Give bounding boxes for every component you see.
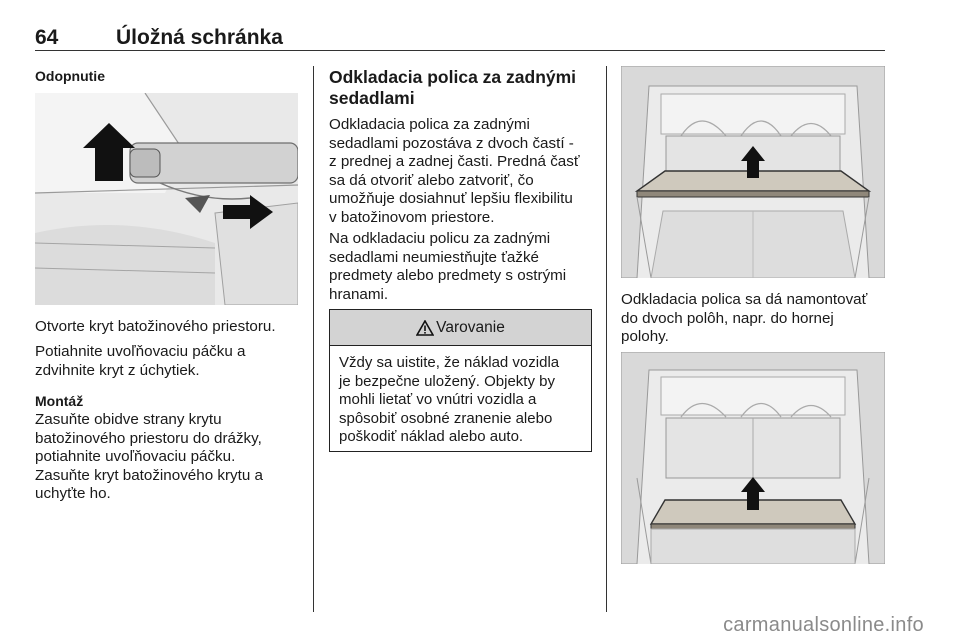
text-line: predmety alebo predmety s ostrými: [329, 267, 567, 284]
text-line: zdvihnite kryt z úchytiek.: [35, 361, 200, 379]
text-line: potiahnite uvoľňovaciu páčku.: [35, 448, 236, 465]
cover-release-illustration: [35, 93, 298, 305]
text-line: Zasuňte kryt batožinového krytu a: [35, 466, 263, 484]
footer-watermark[interactable]: carmanualsonline.info: [723, 614, 924, 636]
para-open-cover: Otvorte kryt batožinového priestoru.: [35, 318, 276, 335]
header-rule: [35, 50, 885, 51]
para-shelf-load: [329, 230, 601, 304]
warning-header: [330, 310, 591, 346]
subheading-odopnutie: Odopnutie: [35, 68, 105, 84]
text-line: mohli lietať vo vnútri vozidla a: [339, 391, 537, 408]
heading-line: Odkladacia polica za zadnými: [329, 67, 577, 87]
subheading-montaz: Montáž: [35, 393, 84, 409]
section-heading: [329, 67, 599, 109]
text-line: Zasuňte obidve strany krytu: [35, 411, 222, 428]
heading-line: sedadlami: [329, 88, 415, 108]
column-divider-right: [606, 66, 607, 612]
text-line: hranami.: [329, 285, 389, 303]
text-line: polohy.: [621, 328, 669, 345]
text-line: v batožinovom priestore.: [329, 208, 495, 226]
caption-shelf-positions: [621, 291, 896, 347]
text-line: do dvoch polôh, napr. do hornej: [621, 309, 834, 327]
figure-cover-release: [35, 93, 298, 305]
text-line: je bezpečne uložený. Objekty by: [339, 372, 555, 390]
warning-body: [330, 346, 591, 455]
text-line: Na odkladaciu policu za zadnými: [329, 230, 551, 247]
text-line: uchyťte ho.: [35, 485, 111, 502]
text-line: batožinového priestoru do drážky,: [35, 429, 262, 447]
text-line: spôsobiť osobné zranenie alebo: [339, 409, 553, 427]
warning-title: Varovanie: [436, 318, 505, 336]
para-pull-lever: [35, 343, 305, 380]
column-divider-left: [313, 66, 314, 612]
para-shelf-description: [329, 116, 601, 227]
text-line: Odkladacia polica sa dá namontovať: [621, 291, 868, 308]
text-line: sa dá otvoriť alebo zatvoriť, čo: [329, 171, 534, 189]
warning-box: [329, 309, 592, 452]
warning-triangle-icon: [416, 320, 434, 336]
text-line: z prednej a zadnej časti. Predná časť: [329, 153, 580, 170]
text-line: Vždy sa uistite, že náklad vozidla: [339, 354, 560, 371]
shelf-upper-illustration: [621, 66, 885, 278]
text-line: sedadlami pozostáva z dvoch častí -: [329, 134, 574, 152]
text-line: Odkladacia polica za zadnými: [329, 116, 530, 133]
figure-shelf-lower: [621, 352, 885, 564]
shelf-lower-illustration: [621, 352, 885, 564]
text-line: sedadlami neumiestňujte ťažké: [329, 248, 539, 266]
text-line: Potiahnite uvoľňovaciu páčku a: [35, 343, 246, 360]
figure-shelf-upper: [621, 66, 885, 278]
page-number: 64: [35, 26, 59, 49]
text-line: poškodiť náklad alebo auto.: [339, 428, 524, 445]
text-line: umožňuje dosiahnuť lepšiu flexibilitu: [329, 190, 573, 207]
page-title: Úložná schránka: [116, 26, 283, 49]
para-montaz: [35, 411, 305, 504]
